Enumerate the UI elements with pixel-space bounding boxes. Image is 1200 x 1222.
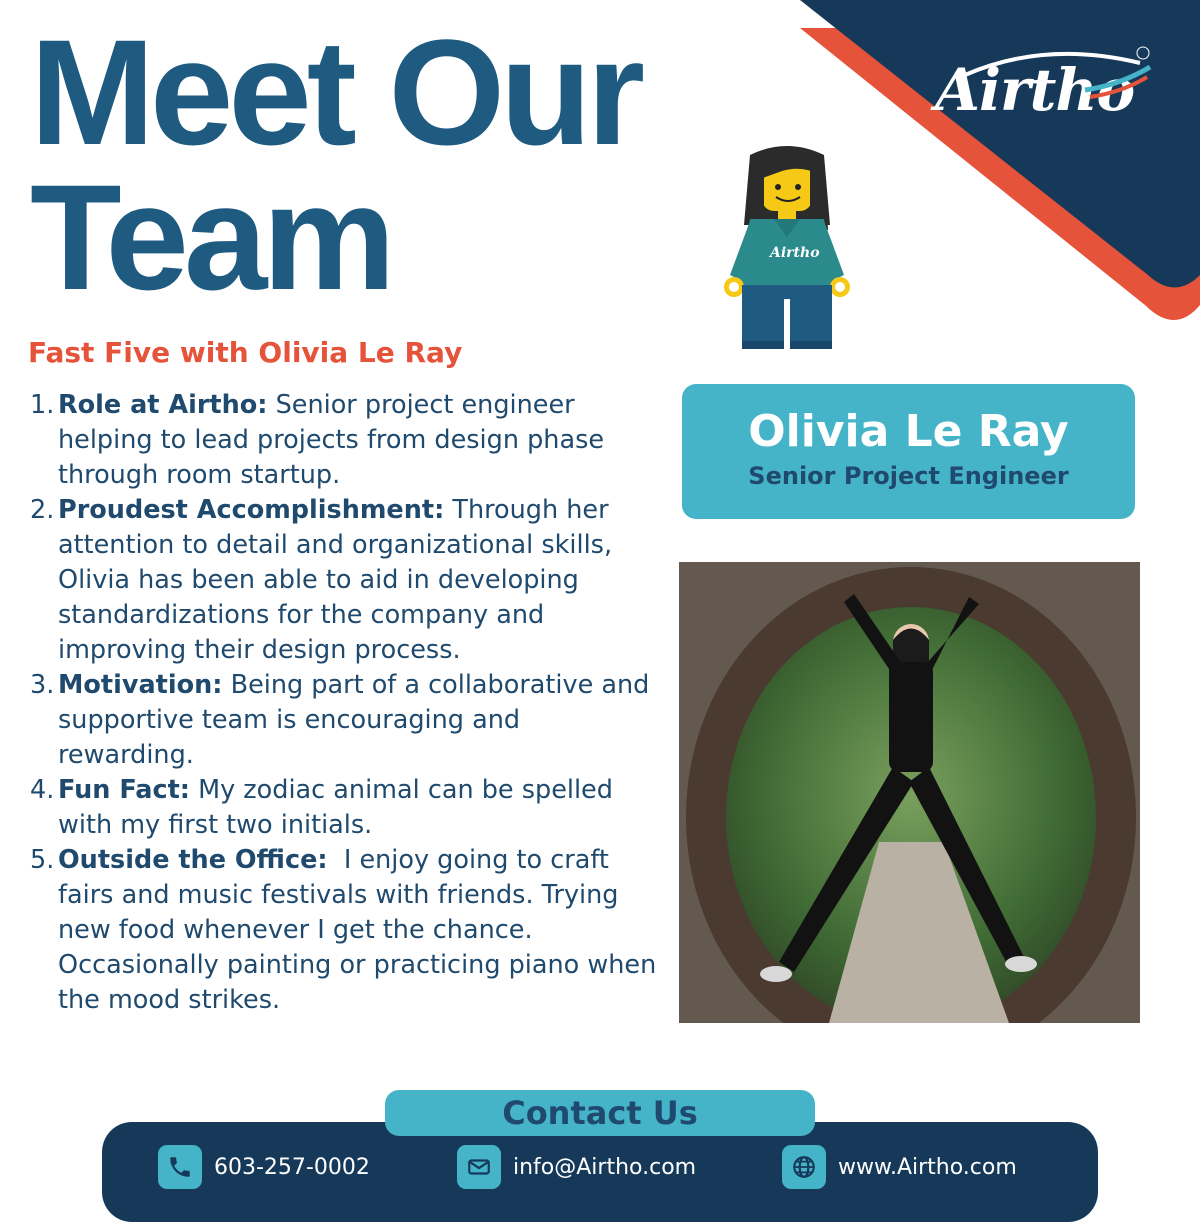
globe-icon [782,1145,826,1189]
contact-phone[interactable] [158,1145,370,1189]
contact-website[interactable] [782,1145,1017,1189]
airtho-logo [935,45,1155,135]
list-item [30,388,660,493]
fact-label: Outside the Office: [58,845,328,875]
fact-text: My zodiac animal can be spelled with my first two initials. [58,775,613,840]
list-number: 2. [30,495,55,525]
phone-number: 603-257-0002 [214,1154,370,1180]
section-title: Fast Five with Olivia Le Ray [28,336,463,369]
minifigure-image [712,145,862,350]
page-title-line-1: Meet Our [30,8,641,176]
list-item [30,773,660,843]
list-number: 1. [30,390,55,420]
contact-email[interactable] [457,1145,696,1189]
profile-name-card [682,384,1135,519]
page-title-line-2: Team [30,153,391,321]
list-number: 3. [30,670,55,700]
profile-name: Olivia Le Ray [748,406,1069,457]
fast-five-list [30,388,665,1018]
list-number: 5. [30,845,55,875]
page-title [30,8,641,321]
svg-text:Airtho: Airtho [770,245,820,261]
logo-wordmark: Airtho [935,56,1135,124]
list-number: 4. [30,775,55,805]
profile-photo [679,562,1140,1023]
fact-text: I enjoy going to craft fairs and music festivals with friends. Trying new food whenever I get the chance. Occasionally painting or practicing piano when the mood strikes. [58,845,665,1015]
fact-text: Being part of a collaborative and supportive team is encouraging and rewarding. [58,670,650,770]
mail-icon [457,1145,501,1189]
email-address: info@Airtho.com [513,1154,697,1180]
list-item [30,668,660,773]
fact-text: Through her attention to detail and organizational skills, Olivia has been able to aid in developing standardizations for the company and improving their design process. [58,495,613,665]
list-item [30,843,665,1018]
fact-label: Proudest Accomplishment: [58,495,445,525]
website-url: www.Airtho.com [838,1154,1017,1180]
fact-text: Senior project engineer helping to lead projects from design phase through room startup. [58,390,605,490]
contact-heading: Contact Us [385,1090,815,1136]
fact-label: Motivation: [58,670,223,700]
logo-swoosh-icon [935,45,1155,135]
phone-icon [158,1145,202,1189]
fact-label: Fun Fact: [58,775,190,805]
fact-label: Role at Airtho: [58,390,268,420]
profile-title: Senior Project Engineer [748,462,1069,490]
list-item [30,493,660,668]
